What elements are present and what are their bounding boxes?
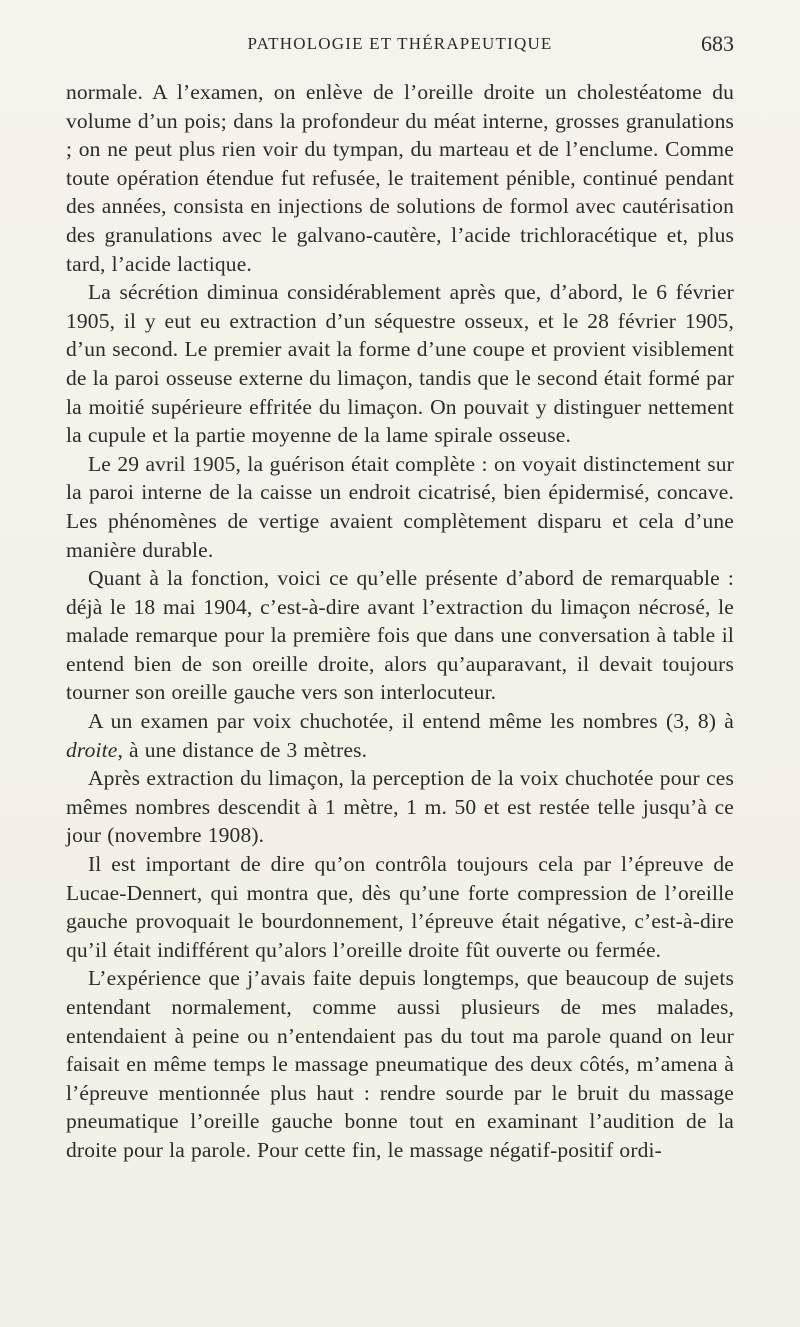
paragraph-8: L’expérience que j’avais faite depuis longtemps, que beaucoup de sujets entendant normalement, comme aussi plusieurs de mes malades, entendaient à peine ou n’entendaient pas du tout ma parole quand on leur faisait en même temps le massage pneumatique des deux côtés, m’amena à l’épreuve mentionnée plus haut : rendre sourde par le bruit du massage pneumatique l’oreille gauche bonne tout en examinant l’audition de la droite pour la parole. Pour cette fin, le massage négatif-positif ordi- [66, 966, 734, 1162]
paragraph-3: Le 29 avril 1905, la guérison était complète : on voyait distinctement sur la paroi interne de la caisse un endroit cicatrisé, bien épidermisé, concave. Les phénomènes de vertige avaient complètement disparu et cela d’une manière durable. [66, 451, 734, 562]
page-header [66, 31, 734, 60]
paragraph-2: La sécrétion diminua considérablement après que, d’abord, le 6 février 1905, il y eut eu extraction d’un séquestre osseux, et le 28 février 1905, d’un second. Le premier avait la forme d’une coupe et provient visiblement de la paroi osseuse externe du limaçon, tandis que le second était formé par la moitié supérieure effritée du limaçon. On pouvait y distinguer nettement la cupule et la partie moyenne de la lame spirale osseuse. [66, 280, 734, 448]
paragraph-5 [66, 707, 734, 764]
paragraph-5-before: A un examen par voix chuchotée, il entend même les nombres (3, 8) à [88, 709, 734, 734]
paragraph-5-after: , à une distance de 3 mètres. [117, 737, 368, 762]
paragraph-1: normale. A l’examen, on enlève de l’oreille droite un cholestéatome du volume d’un pois; dans la profondeur du méat interne, grosses granulations ; on ne peut plus rien voir du tympan, du marteau et de l’enclume. Comme toute opération étendue fut refusée, le traitement pénible, continué pendant des années, consista en injections de solutions de formol avec cautérisation des granulations avec le galvano-cautère, l’acide trichloracétique et, plus tard, l’acide lactique. [66, 80, 734, 276]
body-text [66, 78, 734, 1165]
running-head: PATHOLOGIE ET THÉRAPEUTIQUE [247, 34, 553, 53]
paragraph-6: Après extraction du limaçon, la perception de la voix chuchotée pour ces mêmes nombres descendit à 1 mètre, 1 m. 50 et est restée telle jusqu’à ce jour (novembre 1908). [66, 766, 734, 848]
paragraph-5-italic: droite [66, 737, 118, 762]
paragraph-7: Il est important de dire qu’on contrôla toujours cela par l’épreuve de Lucae-Dennert, qui montra que, dès qu’une forte compression de l’oreille gauche provoquait le bourdonnement, l’épreuve était négative, c’est-à-dire qu’il était indifférent qu’alors l’oreille droite fût ouverte ou fermée. [66, 852, 734, 962]
paragraph-4: Quant à la fonction, voici ce qu’elle présente d’abord de remarquable : déjà le 18 mai 1904, c’est-à-dire avant l’extraction du limaçon nécrosé, le malade remarque pour la première fois que dans une conversation à table il entend bien de son oreille droite, alors qu’auparavant, il devait toujours tourner son oreille gauche vers son interlocuteur. [66, 566, 734, 705]
page-number: 683 [701, 31, 734, 56]
